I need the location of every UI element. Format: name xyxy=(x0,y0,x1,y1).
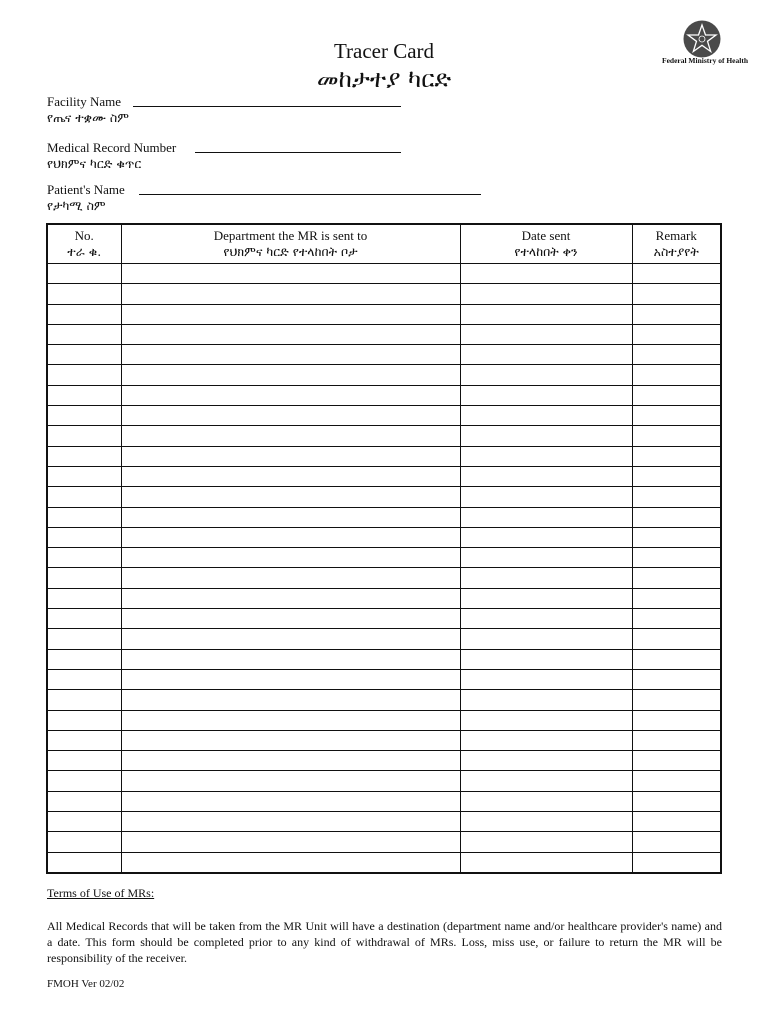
cell-remark[interactable] xyxy=(632,690,721,710)
cell-number[interactable] xyxy=(47,426,121,446)
patient-name-field xyxy=(47,182,125,214)
version-footer: FMOH Ver 02/02 xyxy=(47,978,125,990)
column-header-number xyxy=(47,224,121,264)
cell-number[interactable] xyxy=(47,264,121,284)
table-row xyxy=(47,446,721,466)
table-row xyxy=(47,324,721,344)
cell-department[interactable] xyxy=(121,771,460,791)
table-row xyxy=(47,568,721,588)
cell-number[interactable] xyxy=(47,690,121,710)
cell-date-sent[interactable] xyxy=(460,324,632,344)
cell-department[interactable] xyxy=(121,385,460,405)
cell-department[interactable] xyxy=(121,548,460,568)
cell-remark[interactable] xyxy=(632,466,721,486)
table-row xyxy=(47,832,721,852)
tracer-table-body xyxy=(47,264,721,873)
cell-date-sent[interactable] xyxy=(460,649,632,669)
cell-department[interactable] xyxy=(121,649,460,669)
cell-remark[interactable] xyxy=(632,568,721,588)
table-row xyxy=(47,284,721,304)
table-header-row xyxy=(47,224,721,264)
cell-date-sent[interactable] xyxy=(460,446,632,466)
terms-title: Terms of Use of MRs: xyxy=(47,886,155,900)
cell-remark[interactable] xyxy=(632,264,721,284)
cell-remark[interactable] xyxy=(632,446,721,466)
cell-number[interactable] xyxy=(47,568,121,588)
cell-number[interactable] xyxy=(47,406,121,426)
cell-department[interactable] xyxy=(121,791,460,811)
cell-number[interactable] xyxy=(47,710,121,730)
cell-date-sent[interactable] xyxy=(460,791,632,811)
cell-number[interactable] xyxy=(47,812,121,832)
table-row xyxy=(47,507,721,527)
cell-number[interactable] xyxy=(47,507,121,527)
column-header-label-amharic: የተላከበት ቀን xyxy=(514,244,578,259)
cell-remark[interactable] xyxy=(632,548,721,568)
cell-department[interactable] xyxy=(121,629,460,649)
table-row xyxy=(47,385,721,405)
cell-date-sent[interactable] xyxy=(460,426,632,446)
cell-remark[interactable] xyxy=(632,832,721,852)
cell-date-sent[interactable] xyxy=(460,832,632,852)
table-row xyxy=(47,304,721,324)
table-row xyxy=(47,710,721,730)
cell-department[interactable] xyxy=(121,487,460,507)
cell-number[interactable] xyxy=(47,771,121,791)
facility-name-input-line[interactable] xyxy=(133,106,401,107)
cell-department[interactable] xyxy=(121,365,460,385)
cell-number[interactable] xyxy=(47,487,121,507)
cell-date-sent[interactable] xyxy=(460,588,632,608)
column-header-label: Department the MR is sent to xyxy=(213,228,368,243)
terms-body: All Medical Records that will be taken from the MR Unit will have a destination (department name and/or healthcare provider's name) and a date. This form should be completed prior to any kind of withdrawal of MRs. Loss, miss use, or failure to return the MR will be responsibility of the receiver. xyxy=(47,919,722,965)
cell-department[interactable] xyxy=(121,832,460,852)
cell-department[interactable] xyxy=(121,690,460,710)
cell-number[interactable] xyxy=(47,852,121,873)
cell-number[interactable] xyxy=(47,649,121,669)
cell-date-sent[interactable] xyxy=(460,385,632,405)
medical-record-number-label-amharic: የህክምና ካርድ ቁጥር xyxy=(47,156,142,171)
cell-number[interactable] xyxy=(47,730,121,750)
cell-remark[interactable] xyxy=(632,669,721,689)
cell-remark[interactable] xyxy=(632,609,721,629)
table-row xyxy=(47,852,721,873)
column-header-label: Remark xyxy=(655,228,697,243)
cell-department[interactable] xyxy=(121,852,460,873)
column-header-label: Date sent xyxy=(521,228,571,243)
cell-remark[interactable] xyxy=(632,507,721,527)
column-header-label-amharic: ተራ ቁ. xyxy=(67,244,102,259)
cell-number[interactable] xyxy=(47,304,121,324)
cell-department[interactable] xyxy=(121,264,460,284)
cell-number[interactable] xyxy=(47,832,121,852)
table-row xyxy=(47,730,721,750)
cell-remark[interactable] xyxy=(632,629,721,649)
column-header-label-amharic: አስተያየት xyxy=(653,244,699,259)
title-english: Tracer Card xyxy=(333,39,435,63)
cell-date-sent[interactable] xyxy=(460,852,632,873)
table-row xyxy=(47,669,721,689)
cell-number[interactable] xyxy=(47,324,121,344)
cell-department[interactable] xyxy=(121,527,460,547)
cell-department[interactable] xyxy=(121,812,460,832)
cell-date-sent[interactable] xyxy=(460,406,632,426)
page-title xyxy=(0,38,768,94)
cell-department[interactable] xyxy=(121,304,460,324)
cell-number[interactable] xyxy=(47,345,121,365)
cell-date-sent[interactable] xyxy=(460,751,632,771)
cell-department[interactable] xyxy=(121,751,460,771)
cell-department[interactable] xyxy=(121,669,460,689)
cell-remark[interactable] xyxy=(632,365,721,385)
cell-remark[interactable] xyxy=(632,385,721,405)
cell-department[interactable] xyxy=(121,324,460,344)
cell-remark[interactable] xyxy=(632,812,721,832)
cell-department[interactable] xyxy=(121,588,460,608)
title-amharic: መከታተያ ካርድ xyxy=(316,65,452,93)
facility-name-label-amharic: የጤና ተቋሙ ስም xyxy=(47,110,129,125)
cell-number[interactable] xyxy=(47,466,121,486)
cell-remark[interactable] xyxy=(632,730,721,750)
cell-remark[interactable] xyxy=(632,649,721,669)
cell-date-sent[interactable] xyxy=(460,730,632,750)
cell-remark[interactable] xyxy=(632,751,721,771)
cell-remark[interactable] xyxy=(632,284,721,304)
table-row xyxy=(47,812,721,832)
cell-number[interactable] xyxy=(47,751,121,771)
cell-date-sent[interactable] xyxy=(460,507,632,527)
column-header-remark xyxy=(632,224,721,264)
star-emblem-icon xyxy=(683,20,721,58)
cell-date-sent[interactable] xyxy=(460,669,632,689)
table-row xyxy=(47,527,721,547)
table-row xyxy=(47,649,721,669)
table-row xyxy=(47,771,721,791)
cell-department[interactable] xyxy=(121,730,460,750)
cell-number[interactable] xyxy=(47,588,121,608)
cell-date-sent[interactable] xyxy=(460,568,632,588)
cell-number[interactable] xyxy=(47,385,121,405)
tracer-table xyxy=(46,223,722,874)
cell-date-sent[interactable] xyxy=(460,690,632,710)
cell-date-sent[interactable] xyxy=(460,365,632,385)
table-row xyxy=(47,466,721,486)
cell-remark[interactable] xyxy=(632,771,721,791)
column-header-department xyxy=(121,224,460,264)
cell-remark[interactable] xyxy=(632,345,721,365)
medical-record-number-input-line[interactable] xyxy=(195,152,401,153)
cell-remark[interactable] xyxy=(632,791,721,811)
patient-name-input-line[interactable] xyxy=(139,194,481,195)
cell-number[interactable] xyxy=(47,669,121,689)
facility-name-field xyxy=(47,94,129,126)
table-row xyxy=(47,365,721,385)
cell-date-sent[interactable] xyxy=(460,609,632,629)
cell-date-sent[interactable] xyxy=(460,629,632,649)
patient-name-label: Patient's Name xyxy=(47,182,125,197)
cell-remark[interactable] xyxy=(632,406,721,426)
table-row xyxy=(47,487,721,507)
table-row xyxy=(47,629,721,649)
logo-caption: Federal Ministry of Health xyxy=(661,56,749,65)
medical-record-number-field xyxy=(47,140,176,172)
cell-department[interactable] xyxy=(121,426,460,446)
cell-date-sent[interactable] xyxy=(460,284,632,304)
cell-number[interactable] xyxy=(47,629,121,649)
cell-number[interactable] xyxy=(47,548,121,568)
cell-date-sent[interactable] xyxy=(460,548,632,568)
cell-date-sent[interactable] xyxy=(460,527,632,547)
cell-department[interactable] xyxy=(121,446,460,466)
patient-name-label-amharic: የታካሚ ስም xyxy=(47,198,106,213)
cell-date-sent[interactable] xyxy=(460,304,632,324)
table-row xyxy=(47,264,721,284)
cell-department[interactable] xyxy=(121,507,460,527)
cell-number[interactable] xyxy=(47,446,121,466)
cell-number[interactable] xyxy=(47,791,121,811)
cell-remark[interactable] xyxy=(632,852,721,873)
cell-department[interactable] xyxy=(121,406,460,426)
cell-department[interactable] xyxy=(121,710,460,730)
cell-date-sent[interactable] xyxy=(460,466,632,486)
cell-date-sent[interactable] xyxy=(460,487,632,507)
cell-number[interactable] xyxy=(47,284,121,304)
column-header-label-amharic: የህክምና ካርድ የተላከበት ቦታ xyxy=(223,244,358,259)
cell-date-sent[interactable] xyxy=(460,771,632,791)
table-row xyxy=(47,345,721,365)
table-row xyxy=(47,791,721,811)
cell-department[interactable] xyxy=(121,466,460,486)
cell-department[interactable] xyxy=(121,568,460,588)
cell-date-sent[interactable] xyxy=(460,264,632,284)
table-row xyxy=(47,609,721,629)
cell-date-sent[interactable] xyxy=(460,345,632,365)
cell-number[interactable] xyxy=(47,609,121,629)
table-row xyxy=(47,690,721,710)
cell-remark[interactable] xyxy=(632,324,721,344)
table-row xyxy=(47,426,721,446)
table-row xyxy=(47,548,721,568)
cell-department[interactable] xyxy=(121,609,460,629)
cell-department[interactable] xyxy=(121,345,460,365)
cell-remark[interactable] xyxy=(632,527,721,547)
cell-number[interactable] xyxy=(47,527,121,547)
column-header-date-sent xyxy=(460,224,632,264)
cell-remark[interactable] xyxy=(632,304,721,324)
medical-record-number-label: Medical Record Number xyxy=(47,140,177,155)
table-row xyxy=(47,751,721,771)
table-row xyxy=(47,588,721,608)
cell-remark[interactable] xyxy=(632,426,721,446)
cell-remark[interactable] xyxy=(632,710,721,730)
cell-remark[interactable] xyxy=(632,487,721,507)
table-row xyxy=(47,406,721,426)
cell-remark[interactable] xyxy=(632,588,721,608)
cell-date-sent[interactable] xyxy=(460,710,632,730)
cell-date-sent[interactable] xyxy=(460,812,632,832)
facility-name-label: Facility Name xyxy=(47,94,122,109)
cell-number[interactable] xyxy=(47,365,121,385)
column-header-label: No. xyxy=(74,228,94,243)
cell-department[interactable] xyxy=(121,284,460,304)
